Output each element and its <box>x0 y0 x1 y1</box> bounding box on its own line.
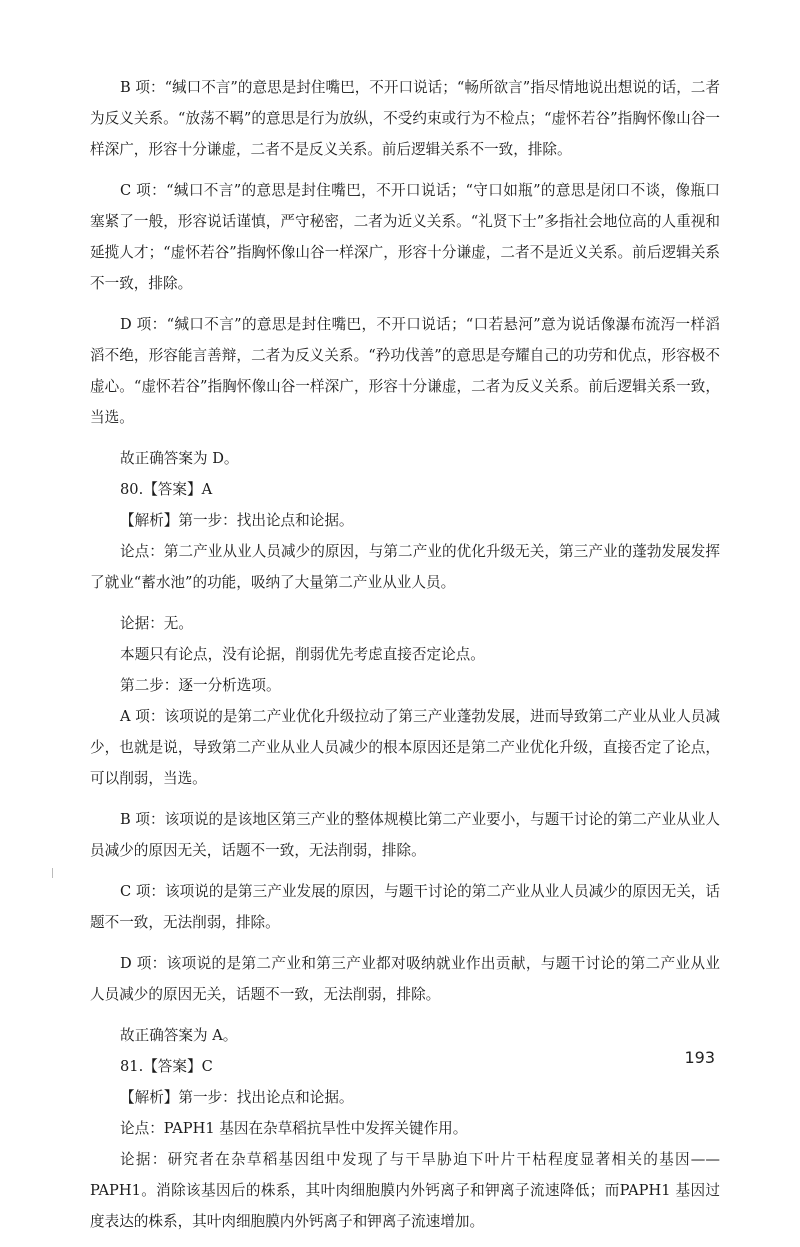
paragraph-option-b-analysis: B 项：“缄口不言”的意思是封住嘴巴，不开口说话；“畅所欲言”指尽情地说出想说的话，二者为反义关系。“放荡不羁”的意思是行为放纵，不受约束或行为不检点；“虚怀若谷”指胸怀像山谷一样深广，形容十分谦虚，二者不是反义关系。前后逻辑关系不一致，排除。 <box>90 79 720 158</box>
paragraph-answer-80: 80.【答案】A <box>120 481 213 498</box>
paragraph-option-d-80: D 项：该项说的是第二产业和第三产业都对吸纳就业作出贡献，与题干讨论的第二产业从业人员减少的原因无关，话题不一致，无法削弱，排除。 <box>90 955 720 1003</box>
paragraph-option-c-analysis: C 项：“缄口不言”的意思是封住嘴巴，不开口说话；“守口如瓶”的意思是闭口不谈，像瓶口塞紧了一般，形容说话谨慎，严守秘密，二者为近义关系。“礼贤下士”多指社会地位高的人重视和延揽人才；“虚怀若谷”指胸怀像山谷一样深广，形容十分谦虚，二者不是近义关系。前后逻辑关系不一致，排除。 <box>90 182 720 292</box>
paragraph-evidence-80: 论据：无。 <box>120 615 193 632</box>
paragraph-analysis-step1-80: 【解析】第一步：找出论点和论据。 <box>120 512 354 529</box>
paragraph-option-a-80: A 项：该项说的是第二产业优化升级拉动了第三产业蓬勃发展，进而导致第二产业从业人员减少，也就是说，导致第二产业从业人员减少的根本原因还是第二产业优化升级，直接否定了论点，可以削弱，当选。 <box>90 708 720 787</box>
paragraph-note-80: 本题只有论点，没有论据，削弱优先考虑直接否定论点。 <box>120 646 485 663</box>
paragraph-answer-conclusion-80: 故正确答案为 A。 <box>120 1027 238 1044</box>
paragraph-evidence-81: 论据：研究者在杂草稻基因组中发现了与干旱胁迫下叶片干枯程度显著相关的基因——PAPH1。消除该基因后的株系，其叶肉细胞膜内外钙离子和钾离子流速降低；而PAPH1 基因过度表达的株系，其叶肉细胞膜内外钙离子和钾离子流速增加。 <box>90 1151 720 1230</box>
paragraph-step2-80: 第二步：逐一分析选项。 <box>120 677 281 694</box>
paragraph-answer-conclusion-79: 故正确答案为 D。 <box>120 450 239 467</box>
paragraph-analysis-step1-81: 【解析】第一步：找出论点和论据。 <box>120 1089 354 1106</box>
paragraph-option-b-80: B 项：该项说的是该地区第三产业的整体规模比第二产业要小，与题干讨论的第二产业从业人员减少的原因无关，话题不一致，无法削弱，排除。 <box>90 811 720 859</box>
paragraph-option-c-80: C 项：该项说的是第三产业发展的原因，与题干讨论的第二产业从业人员减少的原因无关，话题不一致，无法削弱，排除。 <box>90 883 720 931</box>
document-body <box>90 72 720 1247</box>
page-number: 193 <box>684 1048 715 1067</box>
margin-mark <box>52 868 53 878</box>
paragraph-thesis-80: 论点：第二产业从业人员减少的原因，与第二产业的优化升级无关，第三产业的蓬勃发展发挥了就业“蓄水池”的功能，吸纳了大量第二产业从业人员。 <box>90 543 720 591</box>
paragraph-answer-81: 81.【答案】C <box>120 1058 213 1075</box>
paragraph-thesis-81: 论点：PAPH1 基因在杂草稻抗旱性中发挥关键作用。 <box>120 1120 468 1137</box>
paragraph-option-d-analysis: D 项：“缄口不言”的意思是封住嘴巴，不开口说话；“口若悬河”意为说话像瀑布流泻一样滔滔不绝，形容能言善辩，二者为反义关系。“矜功伐善”的意思是夸耀自己的功劳和优点，形容极不虚心。“虚怀若谷”指胸怀像山谷一样深广，形容十分谦虚，二者为反义关系。前后逻辑关系一致，当选。 <box>90 316 720 426</box>
